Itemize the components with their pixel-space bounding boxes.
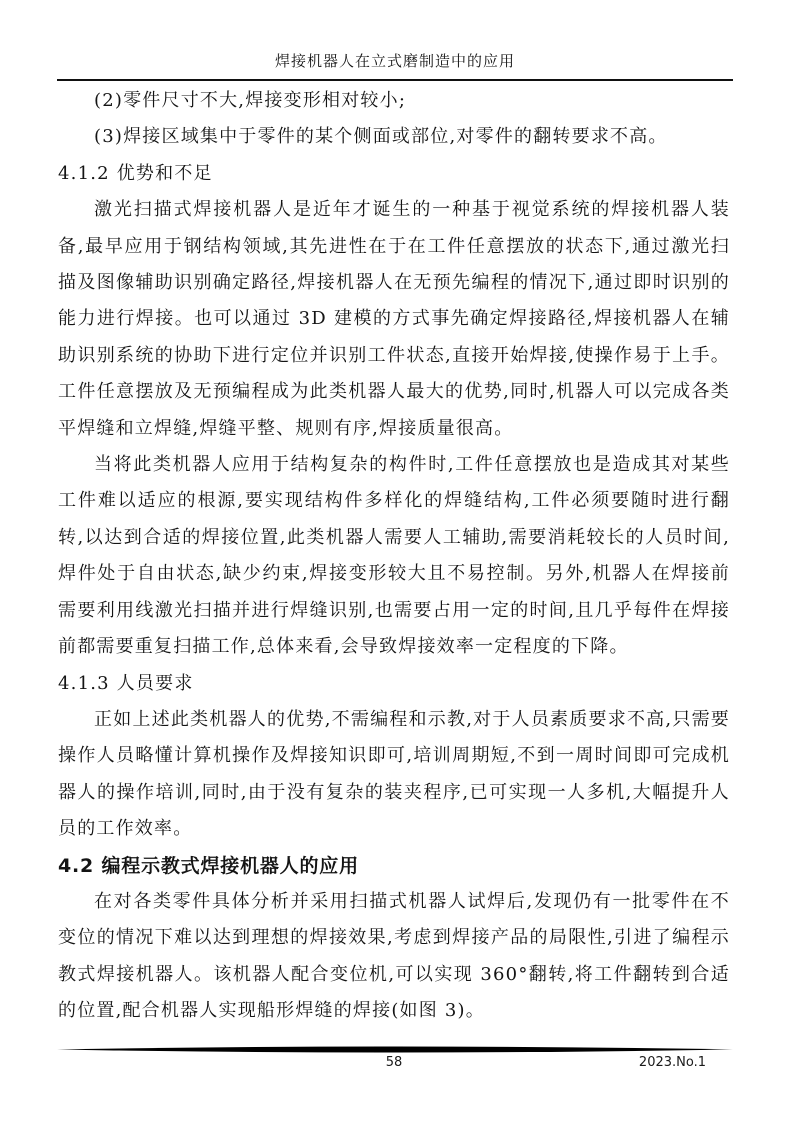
issue-label: 2023.No.1 — [638, 1055, 706, 1070]
list-item-3: (3)焊接区域集中于零件的某个侧面或部位,对零件的翻转要求不高。 — [94, 126, 668, 148]
page-footer — [58, 1055, 730, 1075]
page-number: 58 — [385, 1055, 403, 1070]
subsection-heading-4-1-2: 4.1.2 优势和不足 — [58, 162, 213, 184]
paragraph-advantages-2: 当将此类机器人应用于结构复杂的构件时,工件任意摆放也是造成其对某些工件难以适应的根源,要实现结构件多样化的焊缝结构,工件必须要随时进行翻转,以达到合适的焊接位置,此类机器人需要人工辅助,需要消耗较长的人员时间,焊件处于自由状态,缺少约束,焊接变形较大且不易控制。另外,机器人在焊接前需要利用线激光扫描并进行焊缝识别,也需要占用一定的时间,且几乎每件在焊接前都需要重复扫描工作,总体来看,会导致焊接效率一定程度的下降。 — [58, 454, 730, 658]
list-item-2: (2)零件尺寸不大,焊接变形相对较小; — [94, 90, 407, 111]
footer-rule — [57, 1045, 733, 1054]
paragraph-personnel: 正如上述此类机器人的优势,不需编程和示教,对于人员素质要求不高,只需要操作人员略懂计算机操作及焊接知识即可,培训周期短,不到一周时间即可完成机器人的操作培训,同时,由于没有复杂的装夹程序,已可实现一人多机,大幅提升人员的工作效率。 — [58, 708, 730, 840]
document-body — [58, 83, 730, 1030]
page-title: 焊接机器人在立式磨制造中的应用 — [274, 52, 515, 70]
section-heading-4-2: 4.2 编程示教式焊接机器人的应用 — [58, 854, 359, 877]
running-head — [58, 0, 732, 71]
paragraph-advantages-1: 激光扫描式焊接机器人是近年才诞生的一种基于视觉系统的焊接机器人装备,最早应用于钢结构领域,其先进性在于在工件任意摆放的状态下,通过激光扫描及图像辅助识别确定路径,焊接机器人在无预先编程的情况下,通过即时识别的能力进行焊接。也可以通过 3D 建模的方式事先确定焊接路径,焊接机器人在辅助识别系统的协助下进行定位并识别工件状态,直接开始焊接,使操作易于上手。工件任意摆放及无预编程成为此类机器人最大的优势,同时,机器人可以完成各类平焊缝和立焊缝,焊缝平整、规则有序,焊接质量很高。 — [58, 199, 730, 439]
header-rule — [57, 79, 733, 81]
paragraph-application: 在对各类零件具体分析并采用扫描式机器人试焊后,发现仍有一批零件在不变位的情况下难以达到理想的焊接效果,考虑到焊接产品的局限性,引进了编程示教式焊接机器人。该机器人配合变位机,可以实现 360°翻转,将工件翻转到合适的位置,配合机器人实现船形焊缝的焊接(如图 3)。 — [58, 890, 730, 1022]
subsection-heading-4-1-3: 4.1.3 人员要求 — [58, 672, 194, 694]
